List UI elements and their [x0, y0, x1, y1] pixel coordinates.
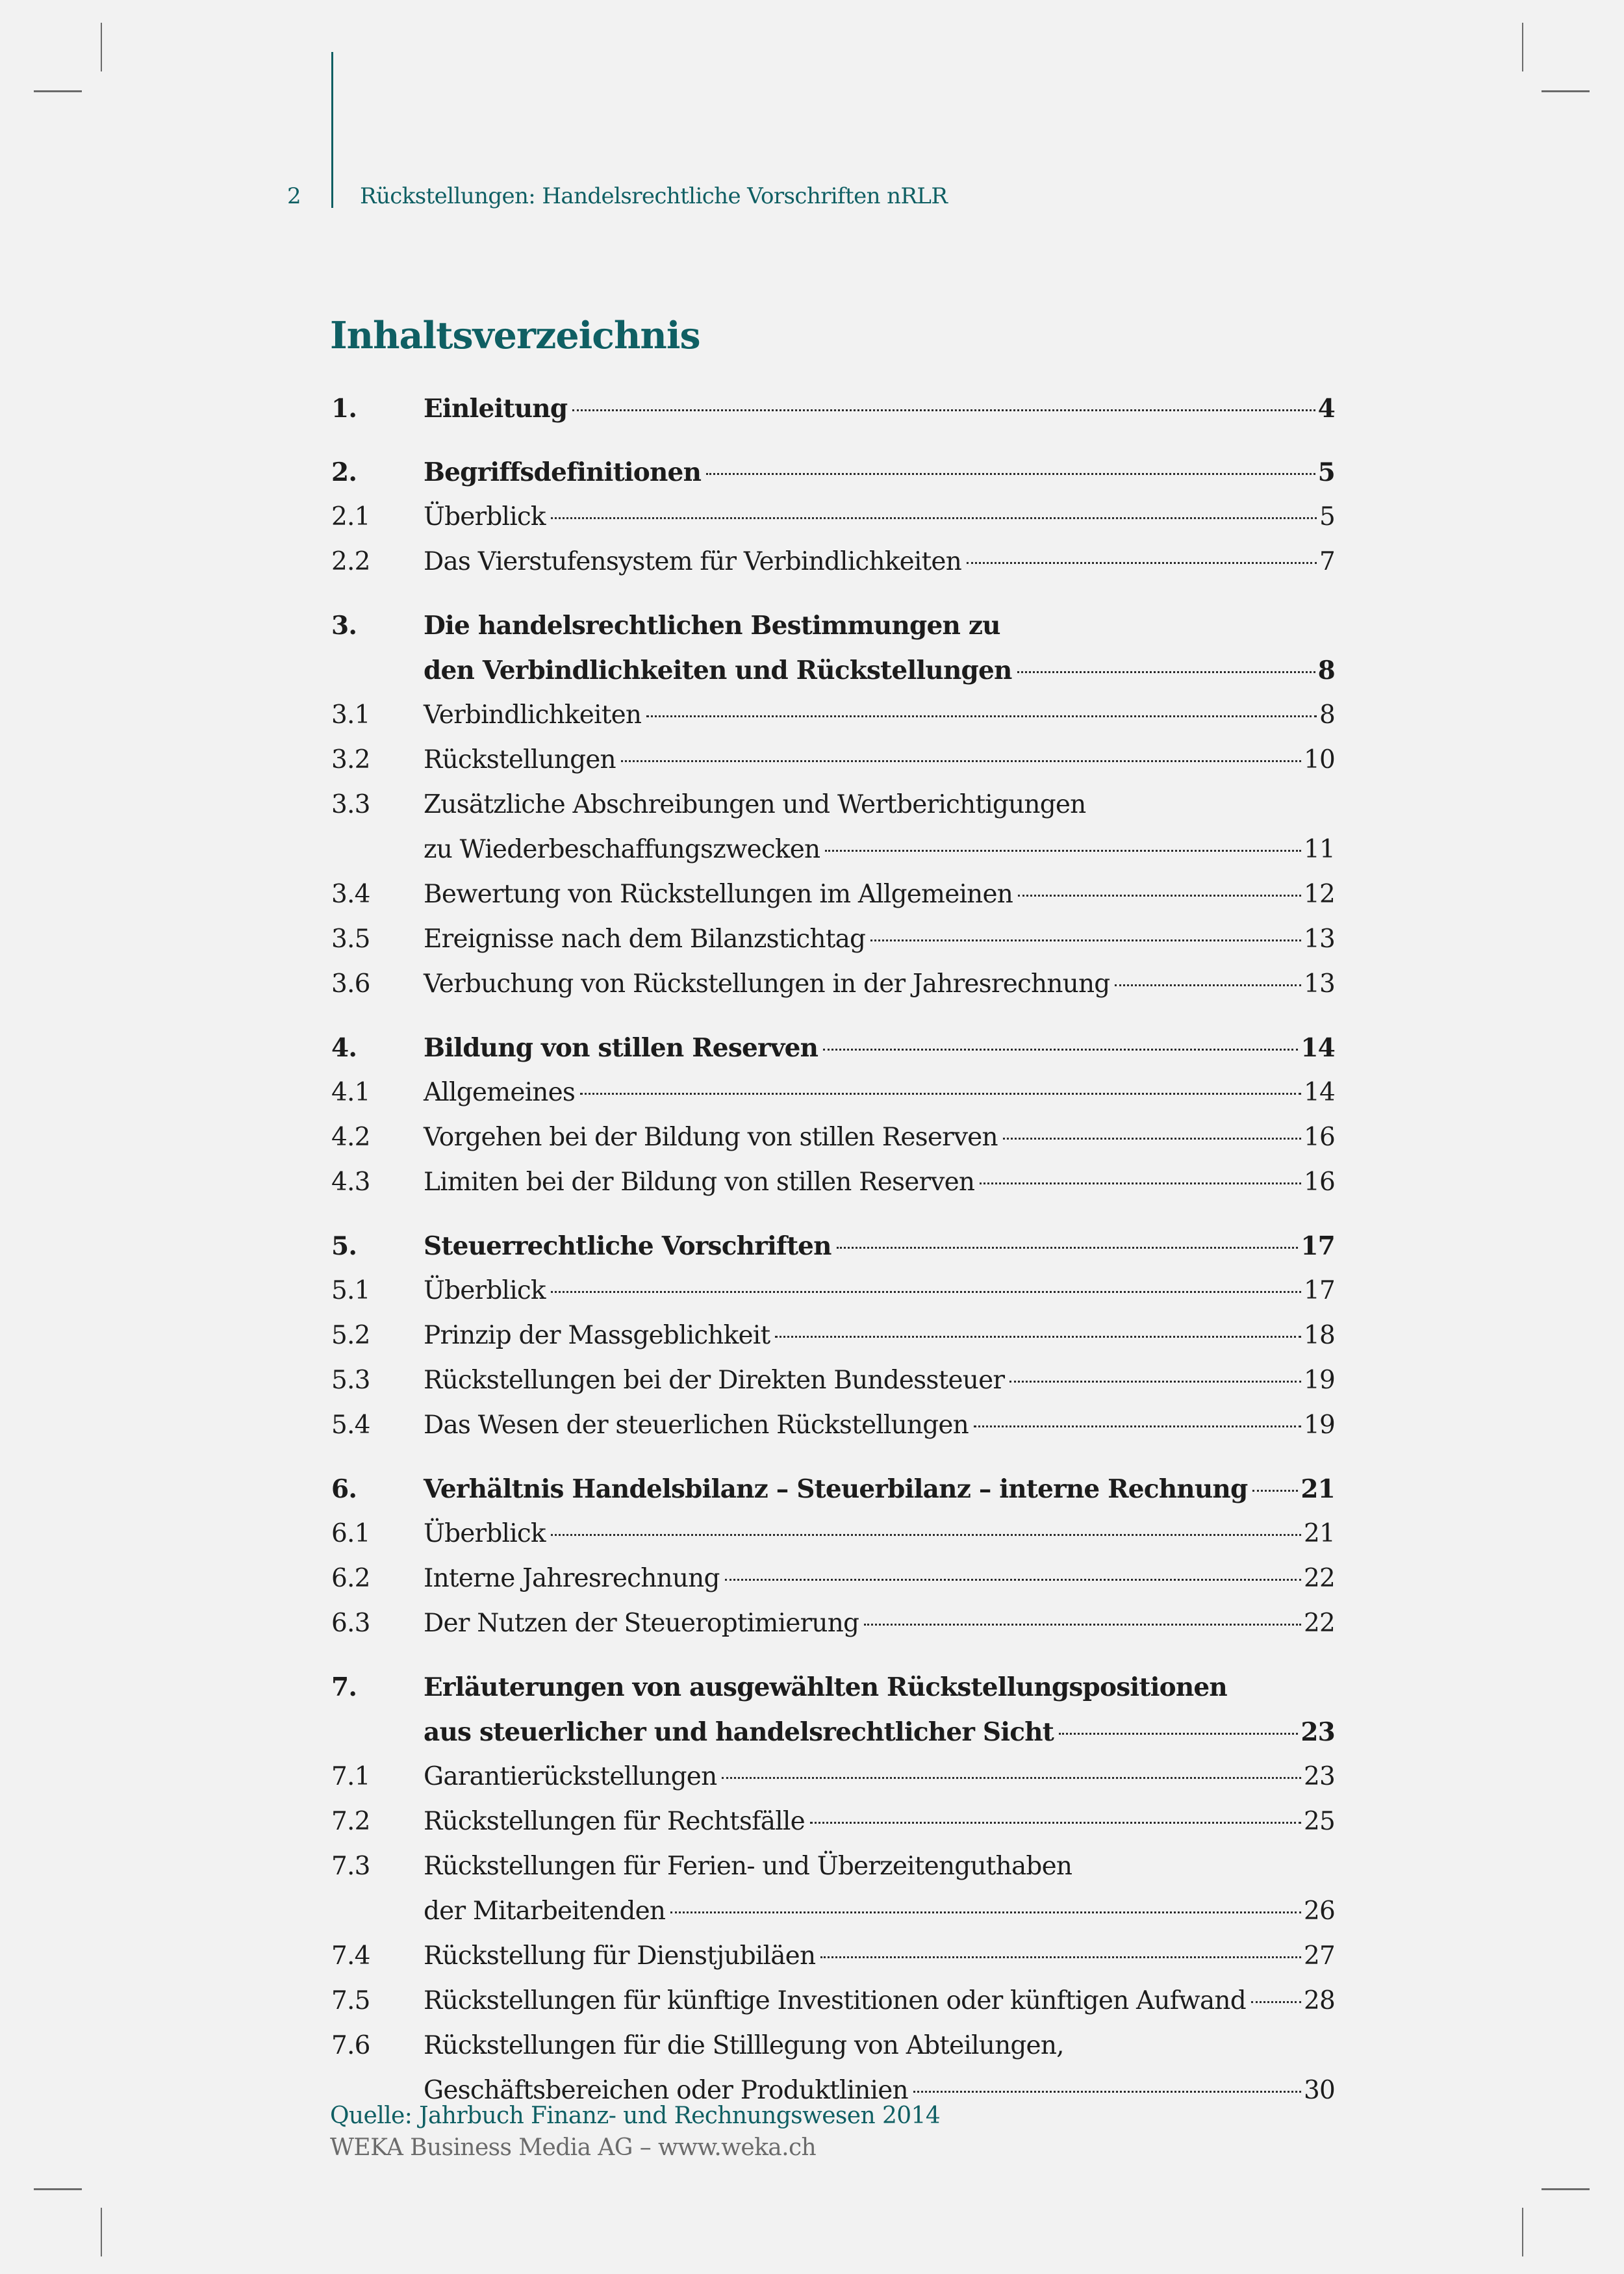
- toc-entry-label: Allgemeines: [424, 1078, 576, 1107]
- toc-entry-number: 6.1: [331, 1519, 370, 1548]
- dot-leader: [825, 850, 1301, 852]
- toc-entry-label: Überblick: [424, 1276, 546, 1305]
- toc-entry-text: [424, 1516, 1335, 1552]
- dot-leader: [580, 1093, 1301, 1095]
- toc-entry-page: 11: [1303, 835, 1335, 864]
- toc-entry-label: Verbindlichkeiten: [424, 700, 642, 730]
- dot-leader: [967, 562, 1317, 564]
- toc-entry-label: Das Wesen der steuerlichen Rückstellungen: [424, 1411, 969, 1440]
- dot-leader: [837, 1247, 1299, 1249]
- toc-entry-text: [424, 1561, 1335, 1597]
- toc-entry-number: 7.6: [331, 2031, 370, 2060]
- toc-entry-label: Rückstellungen für Rechtsfälle: [424, 1807, 805, 1836]
- toc-entry-number: 5.1: [331, 1276, 370, 1305]
- toc-entry-number: 4.3: [331, 1168, 370, 1197]
- toc-entry-page: 23: [1303, 1762, 1335, 1791]
- crop-mark: [34, 2188, 82, 2190]
- toc-entry-page: 19: [1303, 1366, 1335, 1395]
- toc-entry-label: aus steuerlicher und handelsrechtlicher Sicht: [424, 1717, 1054, 1747]
- dot-leader: [551, 517, 1317, 519]
- toc-entry-label: Begriffsdefinitionen: [424, 457, 702, 487]
- crop-mark: [1522, 23, 1523, 71]
- toc-entry-label: Interne Jahresrechnung: [424, 1564, 720, 1593]
- toc-entry-label: Rückstellungen für die Stilllegung von Abteilungen,: [424, 2031, 1064, 2060]
- toc-entry-text: [424, 1759, 1335, 1795]
- toc-entry-text: [424, 787, 1335, 868]
- crop-mark: [34, 90, 82, 92]
- toc-entry-number: 1.: [331, 394, 357, 424]
- toc-entry-label: den Verbindlichkeiten und Rückstellungen: [424, 656, 1012, 685]
- dot-leader: [1115, 984, 1301, 986]
- toc-entry-number: 7.1: [331, 1762, 370, 1791]
- dot-leader: [1252, 1490, 1298, 1492]
- toc-entry-text: [424, 876, 1335, 913]
- toc-entry-page: 14: [1300, 1033, 1335, 1063]
- dot-leader: [1251, 2001, 1301, 2003]
- toc-entry-page: 21: [1300, 1474, 1335, 1504]
- toc-entry-page: 22: [1303, 1609, 1335, 1638]
- toc-entry-label: Die handelsrechtlichen Bestimmungen zu: [424, 611, 1000, 641]
- footer-publisher: WEKA Business Media AG – www.weka.ch: [330, 2134, 817, 2161]
- toc-entry-number: 5.4: [331, 1411, 370, 1440]
- toc-entry-number: 3.5: [331, 925, 370, 954]
- toc-entry-text: [424, 1228, 1335, 1264]
- toc-entry-page: 17: [1300, 1231, 1335, 1261]
- toc-entry-page: 7: [1319, 547, 1335, 576]
- toc-entry-page: 8: [1319, 700, 1335, 730]
- dot-leader: [1018, 895, 1301, 897]
- dot-leader: [706, 473, 1315, 475]
- toc-entry-label: Einleitung: [424, 394, 568, 424]
- toc-entry-text: [424, 607, 1335, 689]
- toc-entry-number: 4.2: [331, 1123, 370, 1152]
- footer-source: Quelle: Jahrbuch Finanz- und Rechnungswesen 2014: [330, 2102, 941, 2129]
- toc-entry-number: 7.5: [331, 1986, 370, 2015]
- toc-entry-text: [424, 1362, 1335, 1399]
- toc-entry-text: [424, 921, 1335, 958]
- toc-entry-text: [424, 544, 1335, 580]
- dot-leader: [980, 1182, 1301, 1184]
- toc-entry-text: [424, 742, 1335, 778]
- toc-entry-text: [424, 1164, 1335, 1201]
- toc-entry-text: [424, 966, 1335, 1003]
- toc-entry-number: 6.2: [331, 1564, 370, 1593]
- toc-entry-page: 25: [1303, 1807, 1335, 1836]
- toc-entry-page: 13: [1303, 969, 1335, 999]
- toc-entry-label: Garantierückstellungen: [424, 1762, 717, 1791]
- toc-entry-number: 2.1: [331, 502, 370, 531]
- toc-entry-text: [424, 1119, 1335, 1156]
- toc-entry-text: [424, 499, 1335, 535]
- dot-leader: [913, 2091, 1301, 2093]
- dot-leader: [870, 939, 1301, 941]
- toc-entry-label: Verbuchung von Rückstellungen in der Jahresrechnung: [424, 969, 1110, 999]
- toc-entry-label: Rückstellung für Dienstjubiläen: [424, 1941, 816, 1971]
- toc-entry-label: Ereignisse nach dem Bilanzstichtag: [424, 925, 866, 954]
- toc-entry-number: 7.3: [331, 1852, 370, 1881]
- toc-entry-page: 21: [1303, 1519, 1335, 1548]
- toc-entry-text: [424, 1030, 1335, 1066]
- toc-title: Inhaltsverzeichnis: [330, 314, 700, 357]
- toc-entry-text: [424, 697, 1335, 734]
- toc-entry-number: 7.: [331, 1672, 357, 1702]
- toc-entry-page: 5: [1317, 457, 1335, 487]
- toc-entry-page: 5: [1319, 502, 1335, 531]
- toc-entry-text: [424, 1848, 1335, 1930]
- toc-entry-text: [424, 390, 1335, 427]
- toc-entry-label: der Mitarbeitenden: [424, 1897, 666, 1926]
- toc-entry-text: [424, 1938, 1335, 1974]
- toc-entry-page: 14: [1303, 1078, 1335, 1107]
- toc-entry-number: 7.2: [331, 1807, 370, 1836]
- toc-entry-number: 7.4: [331, 1941, 370, 1971]
- toc-entry-number: 5.2: [331, 1321, 370, 1350]
- toc-entry-number: 6.3: [331, 1609, 370, 1638]
- toc-entry-text: [424, 454, 1335, 491]
- toc-entry-label: Rückstellungen für Ferien- und Überzeitenguthaben: [424, 1852, 1072, 1881]
- dot-leader: [1009, 1381, 1301, 1383]
- toc-entry-number: 3.1: [331, 700, 370, 730]
- dot-leader: [823, 1049, 1298, 1051]
- dot-leader: [810, 1822, 1301, 1824]
- toc-entry-text: [424, 1605, 1335, 1642]
- toc-entry-number: 5.: [331, 1231, 357, 1261]
- toc-entry-page: 16: [1303, 1123, 1335, 1152]
- toc-entry-text: [424, 1273, 1335, 1309]
- toc-entry-number: 3.3: [331, 790, 370, 819]
- toc-entry-number: 2.: [331, 457, 357, 487]
- toc-entry-page: 13: [1303, 925, 1335, 954]
- toc-entry-page: 19: [1303, 1411, 1335, 1440]
- toc-entry-page: 28: [1303, 1986, 1335, 2015]
- dot-leader: [1017, 671, 1315, 673]
- toc-entry-label: Überblick: [424, 1519, 546, 1548]
- toc-entry-number: 3.4: [331, 880, 370, 909]
- dot-leader: [551, 1291, 1301, 1293]
- toc-entry-page: 27: [1303, 1941, 1335, 1971]
- toc-entry-number: 6.: [331, 1474, 357, 1504]
- toc-entry-label: Verhältnis Handelsbilanz – Steuerbilanz – interne Rechnung: [424, 1474, 1248, 1504]
- toc-entry-label: Geschäftsbereichen oder Produktlinien: [424, 2076, 908, 2105]
- toc-entry-label: Das Vierstufensystem für Verbindlichkeiten: [424, 547, 962, 576]
- toc-entry-page: 18: [1303, 1321, 1335, 1350]
- toc-entry-page: 30: [1303, 2076, 1335, 2105]
- dot-leader: [1059, 1733, 1298, 1735]
- dot-leader: [725, 1579, 1301, 1581]
- dot-leader: [722, 1777, 1301, 1779]
- toc-entry-text: [424, 1983, 1335, 2019]
- toc-entry-text: [424, 1407, 1335, 1444]
- dot-leader: [974, 1425, 1301, 1427]
- toc-entry-text: [424, 1669, 1335, 1750]
- toc-entry-number: 3.: [331, 611, 357, 641]
- toc-entry-page: 16: [1303, 1168, 1335, 1197]
- dot-leader: [551, 1534, 1301, 1536]
- toc-entry-number: 3.2: [331, 745, 370, 774]
- dot-leader: [864, 1624, 1301, 1626]
- toc-entry-label: Erläuterungen von ausgewählten Rückstellungspositionen: [424, 1672, 1227, 1702]
- toc-entry-label: Überblick: [424, 502, 546, 531]
- toc-entry-page: 17: [1303, 1276, 1335, 1305]
- page-number: 2: [287, 183, 301, 209]
- dot-leader: [775, 1336, 1301, 1338]
- toc-entry-page: 22: [1303, 1564, 1335, 1593]
- toc-entry-page: 8: [1317, 656, 1335, 685]
- toc-entry-page: 10: [1303, 745, 1335, 774]
- toc-entry-number: 4.1: [331, 1078, 370, 1107]
- toc-entry-number: 5.3: [331, 1366, 370, 1395]
- toc-entry-label: Rückstellungen bei der Direkten Bundessteuer: [424, 1366, 1005, 1395]
- toc-entry-text: [424, 1075, 1335, 1111]
- running-title: Rückstellungen: Handelsrechtliche Vorschriften nRLR: [360, 183, 948, 209]
- toc-entry-label: Bewertung von Rückstellungen im Allgemeinen: [424, 880, 1013, 909]
- crop-mark: [101, 2208, 102, 2256]
- toc-entry-page: 4: [1317, 394, 1335, 424]
- toc-entry-number: 4.: [331, 1033, 357, 1063]
- toc-entry-label: zu Wiederbeschaffungszwecken: [424, 835, 820, 864]
- dot-leader: [820, 1956, 1301, 1958]
- toc-entry-label: Zusätzliche Abschreibungen und Wertberichtigungen: [424, 790, 1086, 819]
- toc-entry-page: 26: [1303, 1897, 1335, 1926]
- toc-entry-label: Bildung von stillen Reserven: [424, 1033, 818, 1063]
- toc-entry-text: [424, 1804, 1335, 1840]
- toc-entry-page: 12: [1303, 880, 1335, 909]
- toc-entry-text: [424, 1471, 1335, 1507]
- toc-entry-label: Limiten bei der Bildung von stillen Reserven: [424, 1168, 975, 1197]
- toc-entry-label: Rückstellungen: [424, 745, 616, 774]
- toc-entry-label: Der Nutzen der Steueroptimierung: [424, 1609, 859, 1638]
- toc-entry-number: 3.6: [331, 969, 370, 999]
- dot-leader: [1003, 1138, 1301, 1140]
- toc-entry-label: Steuerrechtliche Vorschriften: [424, 1231, 831, 1261]
- toc-entry-number: 2.2: [331, 547, 370, 576]
- crop-mark: [1542, 2188, 1590, 2190]
- toc-entry-page: 23: [1300, 1717, 1335, 1747]
- toc-entry-label: Prinzip der Massgeblichkeit: [424, 1321, 770, 1350]
- dot-leader: [670, 1911, 1301, 1913]
- dot-leader: [621, 760, 1301, 762]
- toc-entry-label: Vorgehen bei der Bildung von stillen Reserven: [424, 1123, 998, 1152]
- toc-entry-text: [424, 1318, 1335, 1354]
- header-divider: [331, 52, 333, 208]
- dot-leader: [572, 409, 1315, 411]
- crop-mark: [1522, 2208, 1523, 2256]
- toc-entry-text: [424, 2028, 1335, 2109]
- dot-leader: [646, 715, 1317, 717]
- toc-entry-label: Rückstellungen für künftige Investitionen oder künftigen Aufwand: [424, 1986, 1246, 2015]
- crop-mark: [101, 23, 102, 71]
- crop-mark: [1542, 90, 1590, 92]
